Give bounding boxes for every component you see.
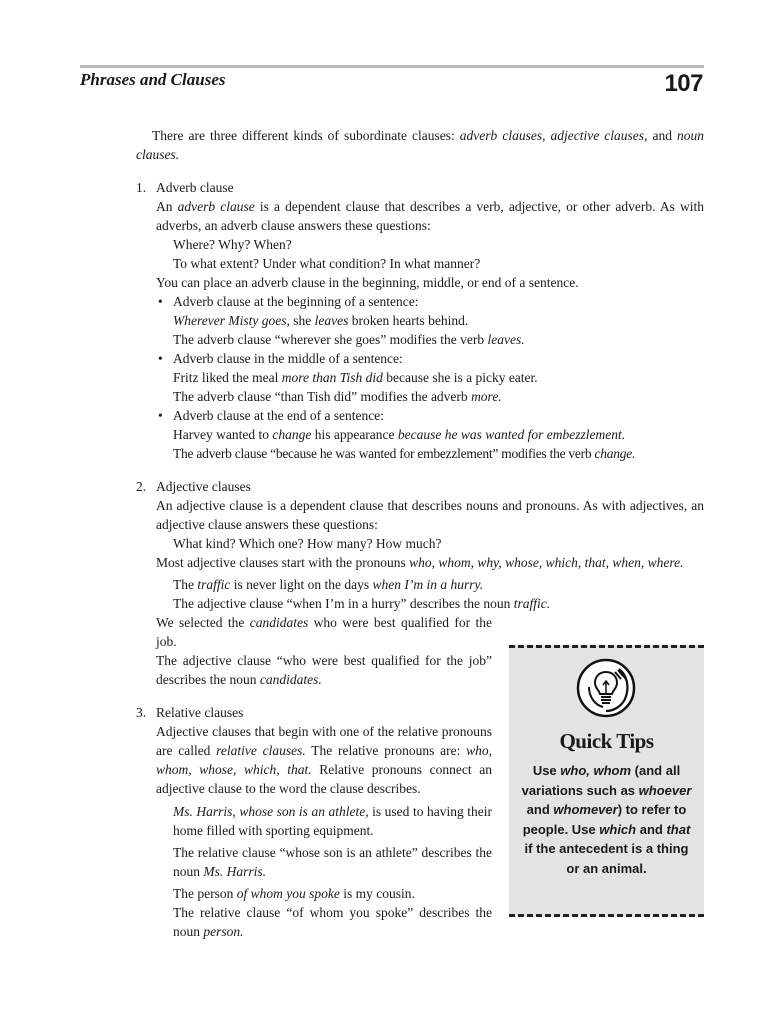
intro-paragraph: There are three different kinds of subordinate clauses: adverb clauses, adjective clauses, and noun clauses. — [136, 128, 704, 162]
paragraph: An adverb clause is a dependent clause that describes a verb, adjective, or other adverb. As with adverbs, an adverb clause answers these questions: — [156, 199, 704, 233]
section-title: Adjective clauses — [156, 479, 251, 494]
question-line: Where? Why? When? — [173, 237, 292, 252]
explanation: The adjective clause “who were best qualified for the job” describes the noun candidates. — [156, 653, 492, 687]
section-title: Adverb clause — [156, 180, 234, 195]
bullet-item — [156, 292, 704, 349]
example-sentence: Fritz liked the meal more than Tish did because she is a picky eater. — [173, 370, 538, 385]
paragraph: Most adjective clauses start with the pronouns who, whom, why, whose, which, that, when, where. — [156, 555, 684, 570]
bullet-item — [156, 406, 704, 463]
bullet-label: • Adverb clause at the beginning of a sentence: — [173, 294, 419, 309]
tip-text: Use who, whom (and all variations such as whoever and whomever) to refer to people. Use which and that if the antecedent is a thing or an animal. — [521, 763, 692, 876]
explanation: The adverb clause “because he was wanted for embezzlement” modifies the verb change. — [173, 446, 636, 461]
explanation: The adjective clause “when I’m in a hurry” describes the noun traffic. — [173, 596, 551, 611]
example-sentence: Wherever Misty goes, she leaves broken hearts behind. — [173, 313, 469, 328]
paragraph: Adjective clauses that begin with one of the relative pronouns are called relative clauses. The relative pronouns are: who, whom, whose, which, that. Relative pronouns connect an adjective clause to the word the clause describes. — [156, 724, 492, 796]
section-title: Relative clauses — [156, 705, 244, 720]
question-line: What kind? Which one? How many? How much? — [173, 536, 442, 551]
section-number: 1. — [136, 180, 147, 195]
dashed-border — [509, 914, 704, 917]
page-number: 107 — [664, 70, 703, 97]
quick-tips-box — [509, 645, 704, 917]
bullet-label: • Adverb clause in the middle of a sentence: — [173, 351, 403, 366]
paragraph: We selected the candidates who were best qualified for the job. — [156, 615, 492, 649]
explanation: The adverb clause “than Tish did” modifies the adverb more. — [173, 389, 502, 404]
section-adverb-clause — [136, 178, 704, 463]
bullet-item — [156, 349, 704, 406]
example-sentence: The traffic is never light on the days when I’m in a hurry. — [173, 577, 484, 592]
lightbulb-hand-icon — [575, 657, 637, 719]
running-head: Phrases and Clauses — [80, 70, 226, 89]
section-number: 3. — [136, 705, 147, 720]
section-number: 2. — [136, 479, 147, 494]
tip-title: Quick Tips — [559, 729, 654, 753]
header-rule — [80, 65, 704, 68]
example-sentence: The person of whom you spoke is my cousin. — [173, 886, 415, 901]
question-line: To what extent? Under what condition? In what manner? — [173, 256, 481, 271]
explanation: The relative clause “whose son is an athlete” describes the noun Ms. Harris. — [173, 845, 492, 879]
example-sentence: Harvey wanted to change his appearance because he was wanted for embezzlement. — [173, 427, 626, 442]
paragraph: An adjective clause is a dependent clause that describes nouns and pronouns. As with adjectives, an adjective clause answers these questions: — [156, 498, 704, 532]
explanation: The relative clause “of whom you spoke” describes the noun person. — [173, 905, 492, 939]
bullet-label: • Adverb clause at the end of a sentence: — [173, 408, 385, 423]
example-sentence: Ms. Harris, whose son is an athlete, is used to having their home filled with sporting equipment. — [173, 804, 492, 838]
explanation: The adverb clause “wherever she goes” modifies the verb leaves. — [173, 332, 525, 347]
dashed-border — [509, 645, 704, 648]
paragraph: You can place an adverb clause in the beginning, middle, or end of a sentence. — [156, 275, 579, 290]
